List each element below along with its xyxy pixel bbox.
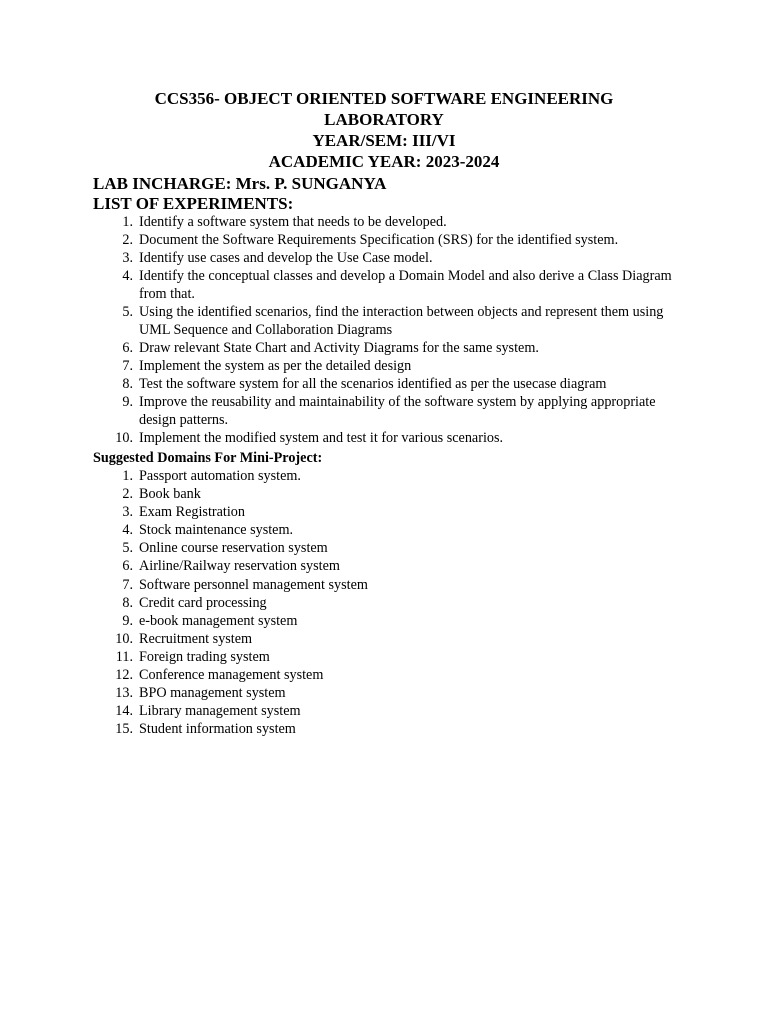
item-text: Using the identified scenarios, find the interaction between objects and represent them using UML Sequence and Collaboration Diagrams bbox=[139, 304, 664, 338]
item-number: 10. bbox=[115, 430, 133, 446]
item-text: Online course reservation system bbox=[139, 540, 328, 557]
experiments-heading: LIST OF EXPERIMENTS: bbox=[93, 194, 294, 213]
item-number: 2. bbox=[122, 486, 133, 503]
item-text: Improve the reusability and maintainability of the software system by applying appropriate design patterns. bbox=[139, 394, 656, 428]
item-text: Stock maintenance system. bbox=[139, 522, 294, 539]
experiments-list bbox=[93, 213, 693, 447]
item-number: 9. bbox=[122, 612, 133, 629]
course-title: CCS356- OBJECT ORIENTED SOFTWARE ENGINEERING bbox=[154, 89, 614, 108]
year-semester: YEAR/SEM: III/VI bbox=[312, 131, 456, 150]
domain-item bbox=[93, 702, 693, 720]
experiment-item bbox=[93, 213, 693, 231]
experiment-item bbox=[93, 231, 693, 249]
item-text: Exam Registration bbox=[139, 504, 245, 521]
domain-item bbox=[93, 594, 693, 612]
course-title-continued: LABORATORY bbox=[324, 110, 444, 129]
item-text: Document the Software Requirements Specification (SRS) for the identified system. bbox=[139, 232, 619, 248]
item-text: Implement the modified system and test it for various scenarios. bbox=[139, 430, 504, 446]
item-number: 2. bbox=[122, 232, 133, 248]
experiment-item bbox=[93, 357, 693, 375]
item-number: 13. bbox=[115, 685, 133, 702]
domain-item bbox=[93, 503, 693, 521]
domain-item bbox=[93, 684, 693, 702]
domain-item bbox=[93, 720, 693, 738]
lab-incharge: LAB INCHARGE: Mrs. P. SUNGANYA bbox=[93, 174, 387, 193]
item-text: Test the software system for all the scenarios identified as per the usecase diagram bbox=[139, 376, 607, 392]
item-number: 14. bbox=[115, 703, 133, 720]
item-number: 6. bbox=[122, 558, 133, 575]
item-number: 3. bbox=[122, 504, 133, 521]
domain-item bbox=[93, 521, 693, 539]
experiment-item bbox=[93, 339, 693, 357]
document-title-block bbox=[60, 88, 708, 172]
item-text: Passport automation system. bbox=[139, 468, 301, 484]
domain-item bbox=[93, 539, 693, 557]
item-text: Recruitment system bbox=[139, 630, 253, 647]
item-text: Identify the conceptual classes and develop a Domain Model and also derive a Class Diagram from that. bbox=[139, 268, 672, 302]
item-text: Book bank bbox=[139, 486, 201, 503]
item-text: Foreign trading system bbox=[139, 648, 270, 665]
item-number: 15. bbox=[115, 721, 133, 738]
experiment-item bbox=[93, 393, 693, 429]
experiment-item bbox=[93, 267, 693, 303]
item-text: Draw relevant State Chart and Activity Diagrams for the same system. bbox=[139, 340, 539, 356]
domain-item bbox=[93, 648, 693, 666]
experiment-item bbox=[93, 303, 693, 339]
experiment-item bbox=[93, 375, 693, 393]
item-number: 1. bbox=[122, 468, 133, 484]
item-number: 8. bbox=[122, 594, 133, 611]
domain-item bbox=[93, 467, 693, 485]
item-number: 10. bbox=[115, 630, 133, 647]
domains-list bbox=[93, 467, 693, 738]
item-number: 1. bbox=[122, 214, 133, 230]
domain-item bbox=[93, 557, 693, 575]
domain-item bbox=[93, 612, 693, 630]
item-text: Software personnel management system bbox=[139, 576, 368, 593]
item-text: Credit card processing bbox=[139, 594, 267, 611]
academic-year: ACADEMIC YEAR: 2023-2024 bbox=[268, 152, 500, 171]
item-number: 9. bbox=[122, 394, 133, 410]
item-number: 5. bbox=[122, 304, 133, 320]
item-text: e-book management system bbox=[139, 612, 298, 629]
experiment-item bbox=[93, 249, 693, 267]
mini-project-heading: Suggested Domains For Mini-Project: bbox=[93, 450, 323, 466]
domain-item bbox=[93, 630, 693, 648]
item-number: 11. bbox=[115, 648, 133, 665]
item-text: Identify use cases and develop the Use Case model. bbox=[139, 250, 433, 266]
item-number: 6. bbox=[122, 340, 133, 356]
domain-item bbox=[93, 485, 693, 503]
item-number: 7. bbox=[122, 358, 133, 374]
item-text: Student information system bbox=[139, 721, 296, 738]
item-number: 4. bbox=[122, 268, 133, 284]
item-text: Conference management system bbox=[139, 667, 324, 684]
experiment-item bbox=[93, 429, 693, 447]
item-number: 7. bbox=[122, 576, 133, 593]
item-text: Identify a software system that needs to be developed. bbox=[139, 214, 447, 230]
item-text: Library management system bbox=[139, 703, 301, 720]
item-number: 8. bbox=[122, 376, 133, 392]
domain-item bbox=[93, 576, 693, 594]
domain-item bbox=[93, 666, 693, 684]
item-text: Airline/Railway reservation system bbox=[139, 558, 340, 575]
item-number: 3. bbox=[122, 250, 133, 266]
item-number: 4. bbox=[122, 522, 133, 539]
item-text: Implement the system as per the detailed design bbox=[139, 358, 412, 374]
item-text: BPO management system bbox=[139, 685, 286, 702]
item-number: 12. bbox=[115, 667, 133, 684]
item-number: 5. bbox=[122, 540, 133, 557]
